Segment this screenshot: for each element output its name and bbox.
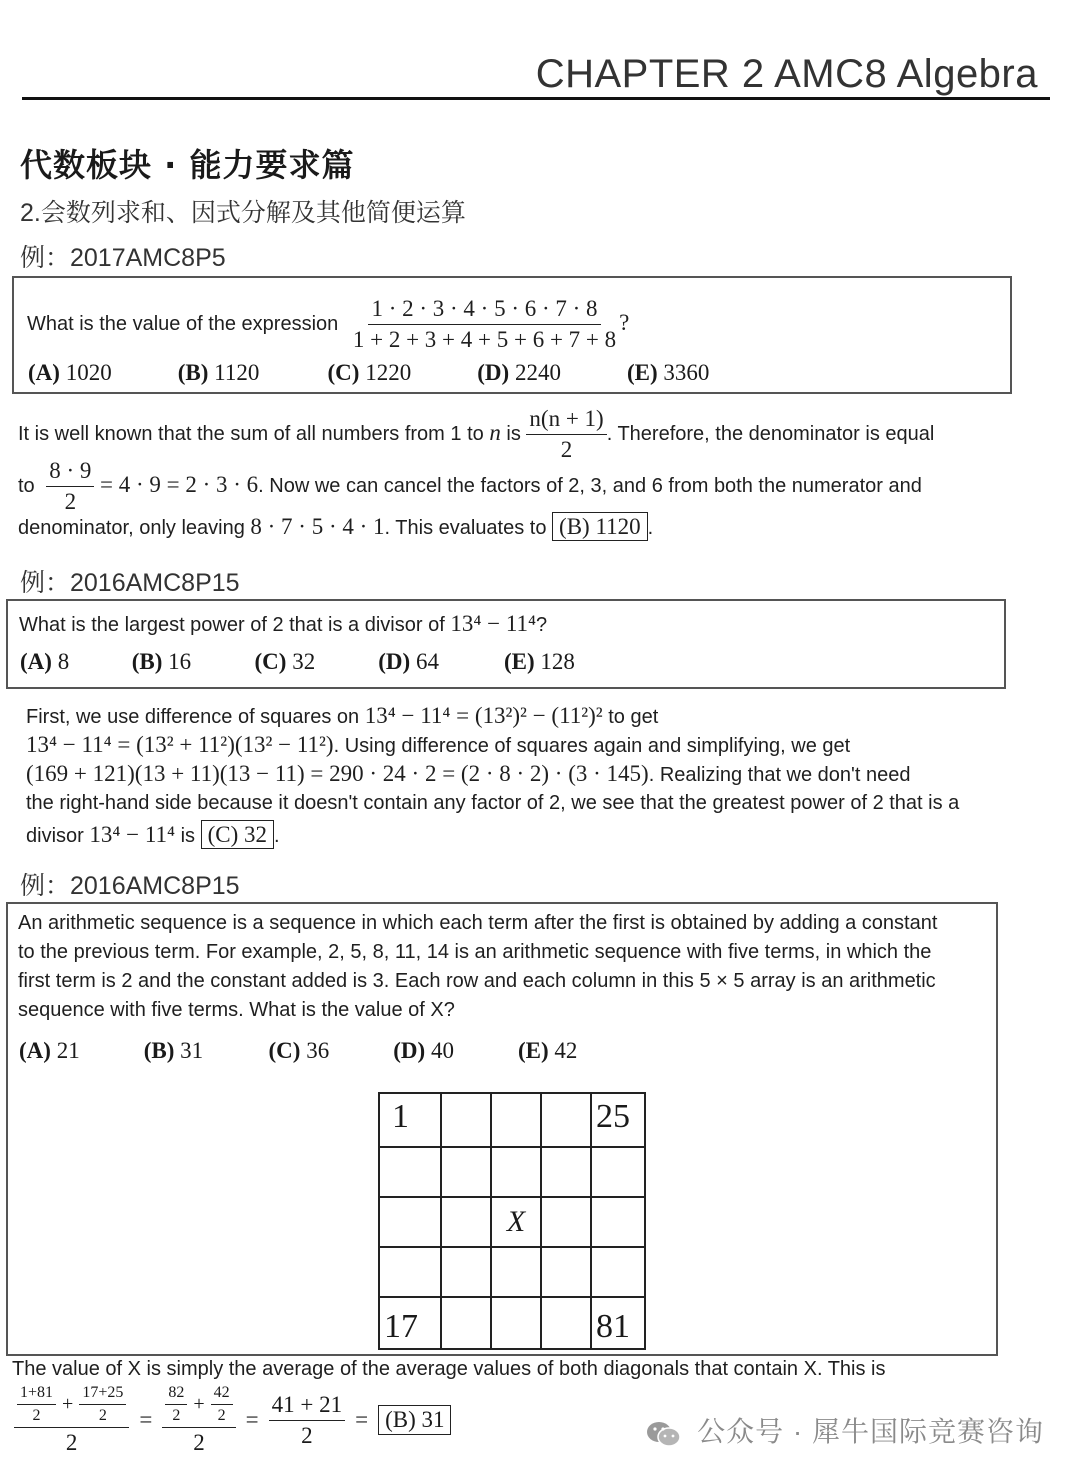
choice-a: (A) 8 [20, 649, 70, 674]
grid-cell [379, 1247, 441, 1297]
ex1-solution-line-3: denominator, only leaving 8 · 7 · 5 · 4 · 1. This evaluates to (B) 1120 . [18, 514, 654, 539]
grid-cell: 17 [379, 1297, 441, 1349]
grid-cell [441, 1093, 491, 1147]
wechat-icon [646, 1420, 682, 1448]
grid-row [379, 1197, 645, 1247]
ex1-answer-box: (B) 1120 [552, 512, 648, 541]
grid-cell [591, 1247, 645, 1297]
grid-cell [441, 1147, 491, 1197]
ex3-question-line-2: to the previous term. For example, 2, 5, 8, 11, 14 is an arithmetic sequence with five terms, in which the [18, 941, 932, 963]
ex2-question: What is the largest power of 2 that is a divisor of 13⁴ − 11⁴? [19, 611, 548, 636]
choice-e: (E) 42 [518, 1038, 578, 1063]
choice-b: (B) 16 [131, 649, 192, 674]
grid-row [379, 1247, 645, 1297]
choice-c: (C) 32 [254, 649, 316, 674]
ex2-solution-line-5: divisor 13⁴ − 11⁴ is (C) 32 . [26, 822, 280, 847]
choice-d: (D) 64 [378, 649, 439, 674]
ex2-solution-line-3: (169 + 121)(13 + 11)(13 − 11) = 290 · 24 · 2 = (2 · 8 · 2) · (3 · 145). Realizing that we don't need [26, 761, 911, 786]
grid-row [379, 1297, 645, 1349]
grid-cell [541, 1147, 591, 1197]
watermark [646, 1410, 1044, 1450]
choice-d: (D) 2240 [477, 360, 561, 385]
section-subtitle: 2.会数列求和、因式分解及其他简便运算 [20, 199, 466, 227]
choice-d: (D) 40 [393, 1038, 454, 1063]
section-title: 代数板块 · 能力要求篇 [20, 146, 355, 184]
grid-cell: 25 [591, 1093, 645, 1147]
grid-cell [491, 1147, 541, 1197]
watermark-text: 公众号 · 犀牛国际竞赛咨询 [697, 1416, 1044, 1447]
chapter-title: CHAPTER 2 AMC8 Algebra [535, 52, 1038, 96]
choice-c: (C) 36 [268, 1038, 330, 1063]
equals-sign: = [245, 1407, 259, 1432]
ex1-solution-line-1: It is well known that the sum of all numbers from 1 to n is $\frac{n(n + 1)}{2}$ . Therefore, the denominator is equal [18, 406, 935, 462]
grid-cell [441, 1197, 491, 1247]
grid-cell: 81 [591, 1297, 645, 1349]
choice-c: (C) 1220 [327, 360, 412, 385]
example-2-question-box [6, 599, 1006, 689]
grid-cell [541, 1197, 591, 1247]
fraction-2: $\frac{82}{2}$ + $\frac{42}{2}$ 2 [162, 1384, 235, 1456]
ex1-question-fraction [350, 296, 619, 353]
ex1-numerator: 1 · 2 · 3 · 4 · 5 · 6 · 7 · 8 [368, 296, 600, 325]
ex3-choices [19, 1038, 577, 1064]
ex3-question-line-3: first term is 2 and the constant added is 3. Each row and each column in this 5 × 5 array is an arithmetic [18, 970, 936, 992]
grid-cell [541, 1093, 591, 1147]
array-grid-5x5 [378, 1092, 646, 1350]
grid-cell [541, 1247, 591, 1297]
ex1-denominator: 1 + 2 + 3 + 4 + 5 + 6 + 7 + 8 [352, 327, 617, 352]
grid-cell [379, 1197, 441, 1247]
ex1-question [27, 296, 629, 353]
grid-row [379, 1147, 645, 1197]
fraction-3: $\frac{41 + 21}{2}$ [269, 1392, 345, 1449]
example-1-label: 例：2017AMC8P5 [20, 244, 226, 272]
ex2-solution-line-1: First, we use difference of squares on 13⁴ − 11⁴ = (13²)² − (11²)² to get [26, 703, 659, 728]
ex1-solution-line-2: to $\frac{8 \cdot 9}{2}$ = 4 · 9 = 2 · 3 · 6. Now we can cancel the factors of 2, 3, and 6 from both the numerator and [18, 458, 922, 514]
equals-sign: = [355, 1407, 369, 1432]
grid-cell-x: X [491, 1197, 541, 1247]
grid-cell [491, 1093, 541, 1147]
ex1-sum-fraction: $\frac{n(n + 1)}{2}$ [526, 406, 606, 463]
choice-a: (A) 21 [19, 1038, 80, 1063]
example-1-question-box [12, 276, 1012, 394]
example-3-label: 例：2016AMC8P15 [20, 872, 240, 900]
ex3-solution-equation [14, 1384, 451, 1456]
ex3-question-line-4: sequence with five terms. What is the value of X? [18, 999, 455, 1021]
example-2-label: 例：2016AMC8P15 [20, 569, 240, 597]
grid-cell [441, 1247, 491, 1297]
ex2-answer-box: (C) 32 [201, 820, 274, 849]
grid-cell [591, 1147, 645, 1197]
ex3-question-line-1: An arithmetic sequence is a sequence in which each term after the first is obtained by adding a constant [18, 912, 938, 934]
choice-a: (A) 1020 [28, 360, 112, 385]
ex2-choices [20, 649, 575, 675]
ex2-solution-line-4: the right-hand side because it doesn't contain any factor of 2, we see that the greatest power of 2 that is a [26, 792, 960, 814]
grid-cell [491, 1247, 541, 1297]
ex1-choices [28, 360, 709, 386]
grid-cell [591, 1197, 645, 1247]
ex1-question-mark: ? [619, 309, 630, 335]
choice-e: (E) 3360 [627, 360, 710, 385]
equals-sign: = [139, 1407, 153, 1432]
choice-b: (B) 31 [143, 1038, 204, 1063]
grid-cell: 1 [379, 1093, 441, 1147]
choice-b: (B) 1120 [177, 360, 260, 385]
fraction-1: $\frac{1+81}{2}$ + $\frac{17+25}{2}$ 2 [14, 1384, 129, 1456]
grid-row [379, 1093, 645, 1147]
grid-cell [441, 1297, 491, 1349]
choice-e: (E) 128 [504, 649, 575, 674]
grid-cell [491, 1297, 541, 1349]
ex2-solution-line-2: 13⁴ − 11⁴ = (13² + 11²)(13² − 11²). Using difference of squares again and simplifying, we get [26, 732, 851, 757]
ex1-denominator-fraction: $\frac{8 \cdot 9}{2}$ [46, 458, 94, 515]
ex3-solution-line-1: The value of X is simply the average of the average values of both diagonals that contain X. This is [12, 1358, 886, 1380]
ex3-answer-box: (B) 31 [378, 1405, 451, 1435]
grid-cell [379, 1147, 441, 1197]
header-rule [22, 97, 1050, 100]
grid-cell [541, 1297, 591, 1349]
ex1-question-text: What is the value of the expression [27, 312, 339, 335]
